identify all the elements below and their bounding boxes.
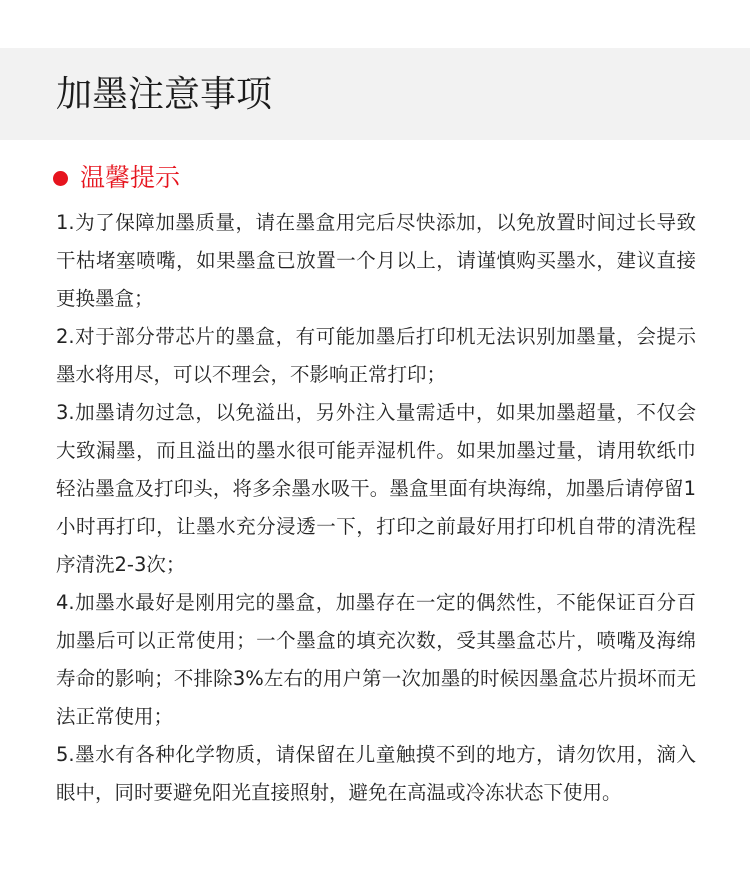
page-title: 加墨注意事项 bbox=[56, 74, 273, 115]
note-item-5: 5.墨水有各种化学物质，请保留在儿童触摸不到的地方，请勿饮用，滴入眼中，同时要避免阳光直接照射，避免在高温或冷冻状态下使用。 bbox=[56, 743, 696, 804]
note-item-3: 3.加墨请勿过急，以免溢出，另外注入量需适中，如果加墨超量，不仅会大致漏墨，而且溢出的墨水很可能弄湿机件。如果加墨过量，请用软纸巾轻沾墨盒及打印头，将多余墨水吸干。墨盒里面有块海绵，加墨后请停留1小时再打印，让墨水充分浸透一下，打印之前最好用打印机自带的清洗程序清洗2-3次； bbox=[56, 401, 696, 576]
red-dot-icon bbox=[53, 171, 68, 186]
section-title: 温馨提示 bbox=[80, 163, 181, 192]
section-header bbox=[53, 160, 180, 196]
note-item-4: 4.加墨水最好是刚用完的墨盒，加墨存在一定的偶然性，不能保证百分百加墨后可以正常使用；一个墨盒的填充次数，受其墨盒芯片，喷嘴及海绵寿命的影响；不排除3%左右的用户第一次加墨的时候因墨盒芯片损坏而无法正常使用； bbox=[56, 591, 696, 728]
note-item-2: 2.对于部分带芯片的墨盒，有可能加墨后打印机无法识别加墨量，会提示墨水将用尽，可以不理会，不影响正常打印； bbox=[56, 325, 696, 386]
notes-list bbox=[56, 204, 696, 812]
note-item-1: 1.为了保障加墨质量，请在墨盒用完后尽快添加，以免放置时间过长导致干枯堵塞喷嘴，如果墨盒已放置一个月以上，请谨慎购买墨水，建议直接更换墨盒； bbox=[56, 211, 696, 310]
